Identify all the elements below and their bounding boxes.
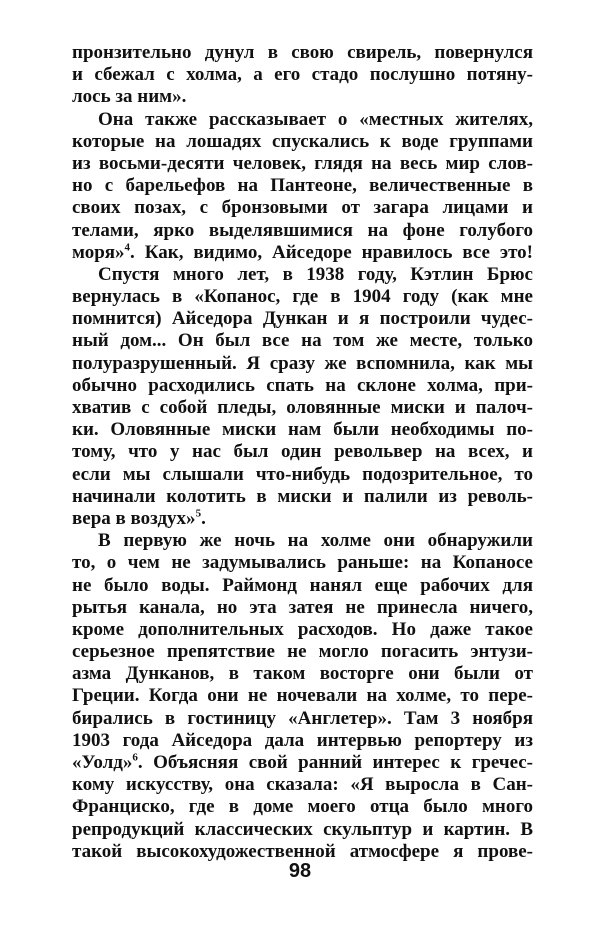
- text-line: пронзительно дунул в свою свирель, повернулся: [72, 42, 533, 63]
- line-end: . Объясняя свой ранний интерес к гречес-: [137, 752, 533, 773]
- text-line: вернулась в «Копанос, где в 1904 году (как мне: [72, 286, 533, 308]
- line-end: . Как, видимо, Айседоре нравилось все это!: [130, 241, 533, 263]
- text-line: [72, 752, 533, 774]
- text-line: полуразрушенный. Я сразу же вспомнила, как мы: [72, 352, 533, 374]
- text-line: кому искусству, она сказала: «Я выросла в Сан-: [72, 774, 533, 796]
- footnote-ref-6: 6: [132, 752, 138, 764]
- text-line: серьезное препятствие не могло погасить энтузи-: [72, 641, 533, 663]
- text-line: помнится) Айседора Дункан и я построили чудес-: [72, 308, 533, 330]
- text-line: не было воды. Раймонд нанял еще рабочих для: [72, 574, 533, 596]
- text-line: если мы слышали что-нибудь подозрительное, то: [72, 463, 533, 485]
- text-line: обычно расходились спать на склоне холма, при-: [72, 374, 533, 396]
- text-line: из восьми-десяти человек, глядя на весь мир слов-: [72, 152, 533, 174]
- text-line: Греции. Когда они не ночевали на холме, то пере-: [72, 685, 533, 707]
- text-line: 1903 года Айседора дала интервью репортеру из: [72, 729, 533, 751]
- text-line: Франциско, где в доме моего отца было много: [72, 796, 533, 818]
- line-start: вера в воздух»: [72, 507, 196, 529]
- text-line: [72, 242, 533, 264]
- text-line: репродукций классических скульптур и картин. В: [72, 818, 533, 840]
- text-line: но с барельефов на Пантеоне, величественные в: [72, 175, 533, 197]
- line-start: моря»: [72, 241, 125, 263]
- text-line: такой высокохудожественной атмосфере я прове-: [72, 840, 533, 862]
- page-number: 98: [288, 860, 312, 882]
- text-line: тому, что у нас был один револьвер на всех, и: [72, 441, 533, 463]
- footnote-ref-5: 5: [195, 507, 202, 520]
- text-line: бирались в гостиницу «Англетер». Там 3 ноября: [72, 707, 533, 729]
- text-line: лось за ним».: [72, 86, 187, 108]
- line-start: «Уолд»: [72, 752, 133, 773]
- body-text: [72, 42, 533, 863]
- text-line: которые на лошадях спускались к воде группами: [72, 130, 533, 152]
- text-line: и сбежал с холма, а его стадо послушно потяну-: [72, 64, 533, 86]
- text-line: Спустя много лет, в 1938 году, Кэтлин Брюс: [98, 263, 533, 285]
- text-line: В первую же ночь на холме они обнаружили: [98, 530, 533, 552]
- text-line: телами, ярко выделявшимися на фоне голубого: [72, 219, 533, 241]
- text-line: то, о чем не задумывались раньше: на Копаносе: [72, 552, 533, 574]
- text-line: хватив с собой пледы, оловянные миски и палоч-: [72, 397, 533, 418]
- text-line: начинали колотить в миски и палили из револь-: [72, 485, 533, 507]
- line-end: .: [201, 507, 206, 529]
- footnote-ref-4: 4: [124, 241, 131, 254]
- text-line: азма Дунканов, в таком восторге они были от: [72, 663, 533, 685]
- text-line: [72, 508, 533, 530]
- text-line: ки. Оловянные миски нам были необходимы по-: [72, 419, 533, 441]
- text-line: рытья канала, но эта затея не принесла ничего,: [72, 596, 533, 618]
- text-line: своих позах, с бронзовыми от загара лицами и: [72, 197, 533, 219]
- text-line: кроме дополнительных расходов. Но даже такое: [72, 618, 533, 640]
- text-line: Она также рассказывает о «местных жителях,: [98, 108, 533, 130]
- text-line: ный дом... Он был все на том же месте, только: [72, 330, 533, 352]
